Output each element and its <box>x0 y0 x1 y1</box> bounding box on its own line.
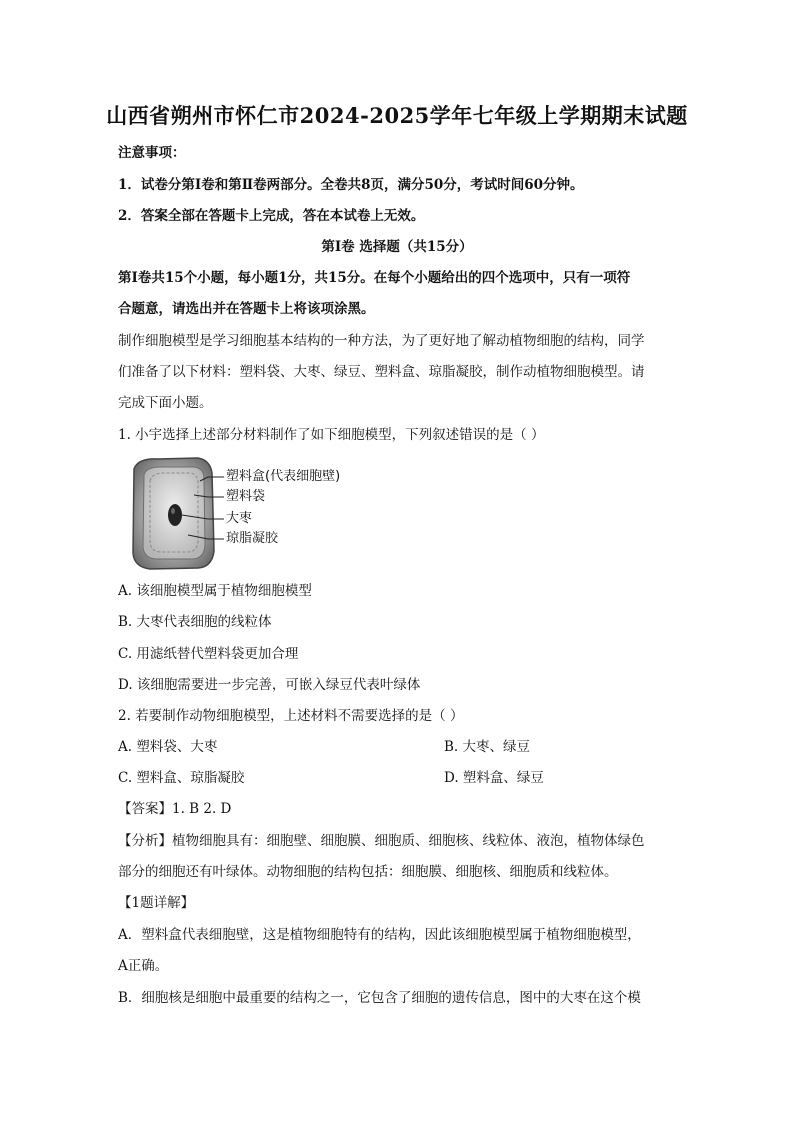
label-plastic-bag: 塑料袋 <box>226 489 266 504</box>
q2-option-b: B. 大枣、绿豆 <box>444 739 531 755</box>
detail-a-line-1: A．塑料盒代表细胞壁，这是植物细胞特有的结构，因此该细胞模型属于植物细胞模型， <box>118 927 641 943</box>
answer-line: 【答案】1. B 2. D <box>118 801 232 817</box>
detail-a-line-2: A正确。 <box>118 958 169 974</box>
question-1-stem: 1. 小宇选择上述部分材料制作了如下细胞模型，下列叙述错误的是（ ） <box>118 427 545 443</box>
passage-line-2: 们准备了以下材料：塑料袋、大枣、绿豆、塑料盒、琼脂凝胶，制作动植物细胞模型。请 <box>118 364 645 380</box>
q1-option-d: D. 该细胞需要进一步完善，可嵌入绿豆代表叶绿体 <box>118 677 421 693</box>
notice-item-2: 2．答案全部在答题卡上完成，答在本试卷上无效。 <box>118 208 425 224</box>
question-2-stem: 2. 若要制作动物细胞模型，上述材料不需要选择的是（ ） <box>118 708 464 724</box>
q1-option-a: A. 该细胞模型属于植物细胞模型 <box>118 583 312 599</box>
notice-heading: 注意事项： <box>118 145 186 161</box>
detail-heading: 【1题详解】 <box>118 895 195 911</box>
section-intro-2: 合题意，请选出并在答题卡上将该项涂黑。 <box>118 301 375 317</box>
detail-b-line-1: B．细胞核是细胞中最重要的结构之一，它包含了细胞的遗传信息，图中的大枣在这个模 <box>118 990 641 1006</box>
section-heading: 第Ⅰ卷 选择题（共15分） <box>321 239 473 255</box>
cell-model-figure <box>128 455 368 575</box>
label-agar-gel: 琼脂凝胶 <box>226 531 279 546</box>
page-title: 山西省朔州市怀仁市2024-2025学年七年级上学期期末试题 <box>106 103 688 128</box>
q1-option-c: C. 用滤纸替代塑料袋更加合理 <box>118 646 299 662</box>
notice-item-1: 1．试卷分第Ⅰ卷和第Ⅱ卷两部分。全卷共8页，满分50分，考试时间60分钟。 <box>118 177 584 193</box>
q1-option-b: B. 大枣代表细胞的线粒体 <box>118 614 272 630</box>
passage-line-3: 完成下面小题。 <box>118 395 213 411</box>
analysis-line-2: 部分的细胞还有叶绿体。动物细胞的结构包括：细胞膜、细胞核、细胞质和线粒体。 <box>118 864 618 880</box>
passage-line-1: 制作细胞模型是学习细胞基本结构的一种方法，为了更好地了解动植物细胞的结构，同学 <box>118 333 645 349</box>
section-intro-1: 第Ⅰ卷共15个小题，每小题1分，共15分。在每个小题给出的四个选项中，只有一项符 <box>118 270 631 286</box>
q2-option-d: D. 塑料盒、绿豆 <box>444 770 544 786</box>
q2-option-c: C. 塑料盒、琼脂凝胶 <box>118 770 245 786</box>
q2-option-a: A. 塑料袋、大枣 <box>118 739 218 755</box>
label-plastic-box: 塑料盒(代表细胞壁) <box>226 469 341 484</box>
analysis-line-1: 【分析】植物细胞具有：细胞壁、细胞膜、细胞质、细胞核、线粒体、液泡，植物体绿色 <box>118 833 645 849</box>
label-jujube: 大枣 <box>226 511 253 526</box>
